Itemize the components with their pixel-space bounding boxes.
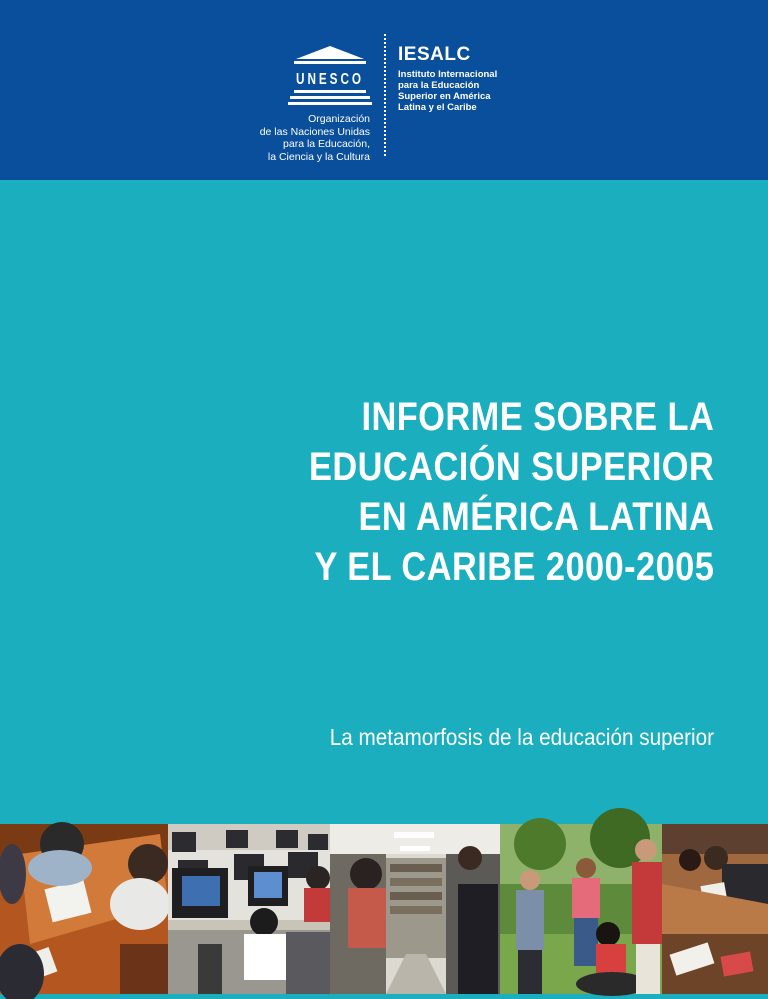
iesalc-line: para la Educación xyxy=(398,80,480,91)
photo-students-outdoors xyxy=(500,824,662,994)
logo-divider xyxy=(384,34,386,156)
unesco-logo-word: UNESCO xyxy=(296,71,364,88)
report-title xyxy=(309,392,714,592)
org-line: de las Naciones Unidas xyxy=(259,125,370,138)
org-line: la Ciencia y la Cultura xyxy=(267,150,370,163)
title-line: EDUCACIÓN SUPERIOR xyxy=(308,445,714,489)
org-line: para la Educación, xyxy=(283,138,370,150)
org-line: Organización xyxy=(308,113,370,125)
unesco-temple-logo xyxy=(288,44,372,106)
title-line: INFORME SOBRE LA xyxy=(361,395,714,439)
title-line: EN AMÉRICA LATINA xyxy=(358,495,714,539)
photo-library xyxy=(330,824,500,994)
iesalc-line: Instituto Internacional xyxy=(398,69,498,80)
iesalc-line: Superior en América xyxy=(398,91,491,102)
title-line: Y EL CARIBE 2000-2005 xyxy=(314,545,714,589)
unesco-org-name xyxy=(220,113,370,163)
photo-students-writing xyxy=(0,824,168,994)
photo-students-at-desks xyxy=(662,824,768,994)
iesalc-line: Latina y el Caribe xyxy=(398,102,477,113)
report-subtitle: La metamorfosis de la educación superior xyxy=(329,724,714,750)
photo-computer-lab xyxy=(168,824,330,994)
iesalc-title: IESALC xyxy=(398,44,471,65)
photo-strip xyxy=(0,824,768,994)
iesalc-full-name xyxy=(398,69,497,113)
